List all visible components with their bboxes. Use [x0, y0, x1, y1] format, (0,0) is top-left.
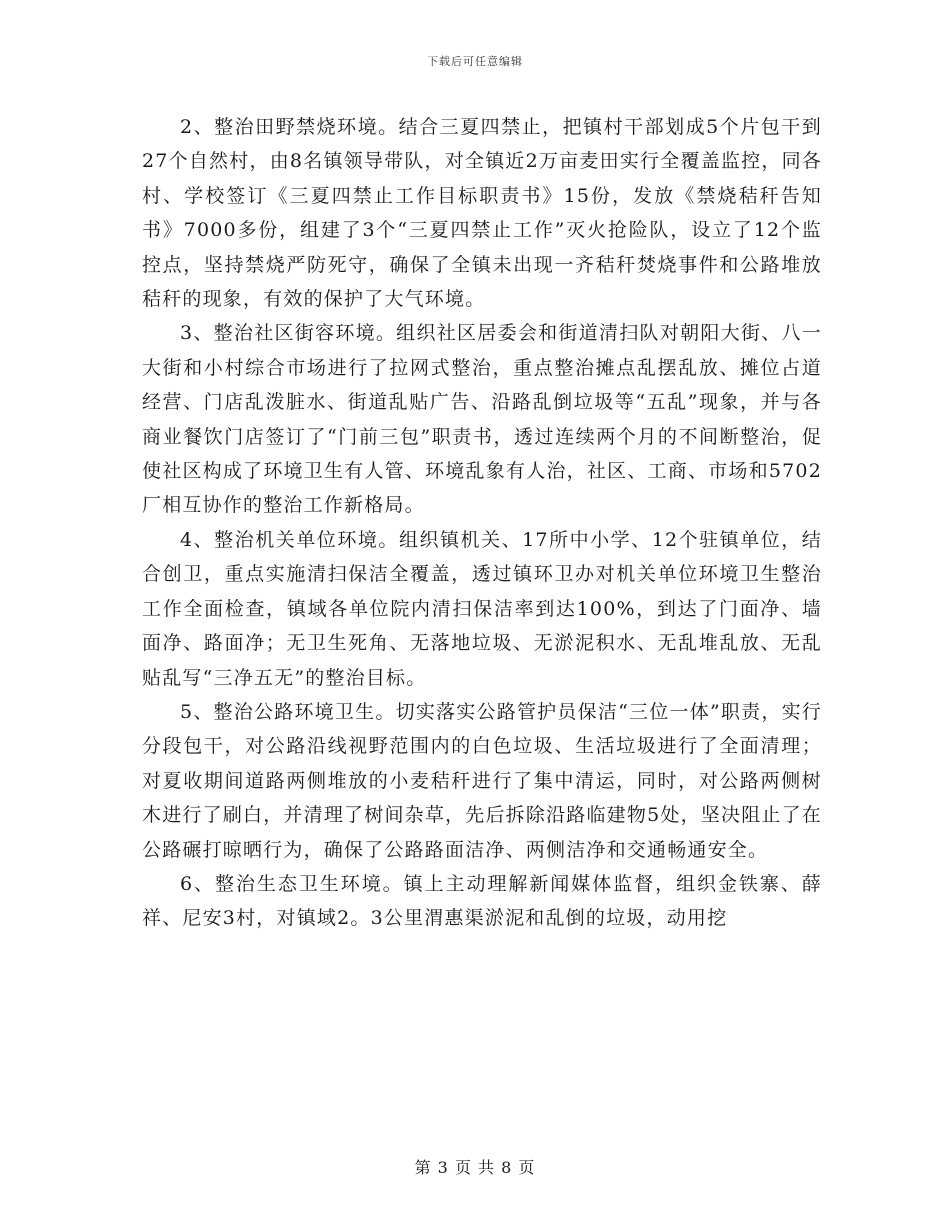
paragraph-government-units: 4、整治机关单位环境。组织镇机关、17所中小学、12个驻镇单位，结合创卫，重点实施清扫保洁全覆盖，透过镇环卫办对机关单位环境卫生整治工作全面检查，镇域各单位院内清扫保洁率到达100%，到达了门面净、墙面净、路面净；无卫生死角、无落地垃圾、无淤泥积水、无乱堆乱放、无乱贴乱写“三净五无”的整治目标。 [142, 528, 822, 689]
page-header: 下载后可任意编辑 [427, 55, 523, 68]
paragraph-highway-sanitation: 5、整治公路环境卫生。切实落实公路管护员保洁“三位一体”职责，实行分段包干，对公路沿线视野范围内的白色垃圾、生活垃圾进行了全面清理；对夏收期间道路两侧堆放的小麦秸秆进行了集中清运，同时，对公路两侧树木进行了刷白，并清理了树间杂草，先后拆除沿路临建物5处，坚决阻止了在公路碾打晾晒行为，确保了公路路面洁净、两侧洁净和交通畅通安全。 [142, 700, 822, 861]
paragraph-ecological-sanitation: 6、整治生态卫生环境。镇上主动理解新闻媒体监督，组织金铁寨、薛祥、尼安3村，对镇域2。3公里渭惠渠淤泥和乱倒的垃圾，动用挖 [142, 872, 822, 930]
paragraph-field-burning: 2、整治田野禁烧环境。结合三夏四禁止，把镇村干部划成5个片包干到27个自然村，由8名镇领导带队，对全镇近2万亩麦田实行全覆盖监控，同各村、学校签订《三夏四禁止工作目标职责书》15份，发放《禁烧秸秆告知书》7000多份，组建了3个“三夏四禁止工作”灭火抢险队，设立了12个监控点，坚持禁烧严防死守，确保了全镇未出现一齐秸秆焚烧事件和公路堆放秸秆的现象，有效的保护了大气环境。 [142, 116, 822, 311]
document-body [142, 110, 822, 936]
paragraph-community-streets: 3、整治社区街容环境。组织社区居委会和街道清扫队对朝阳大街、八一大街和小村综合市场进行了拉网式整治，重点整治摊点乱摆乱放、摊位占道经营、门店乱泼脏水、街道乱贴广告、沿路乱倒垃圾等“五乱”现象，并与各商业餐饮门店签订了“门前三包”职责书，透过连续两个月的不间断整治，促使社区构成了环境卫生有人管、环境乱象有人治，社区、工商、市场和5702厂相互协作的整治工作新格局。 [142, 322, 822, 517]
page-number-footer: 第 3 页 共 8 页 [414, 1158, 536, 1177]
